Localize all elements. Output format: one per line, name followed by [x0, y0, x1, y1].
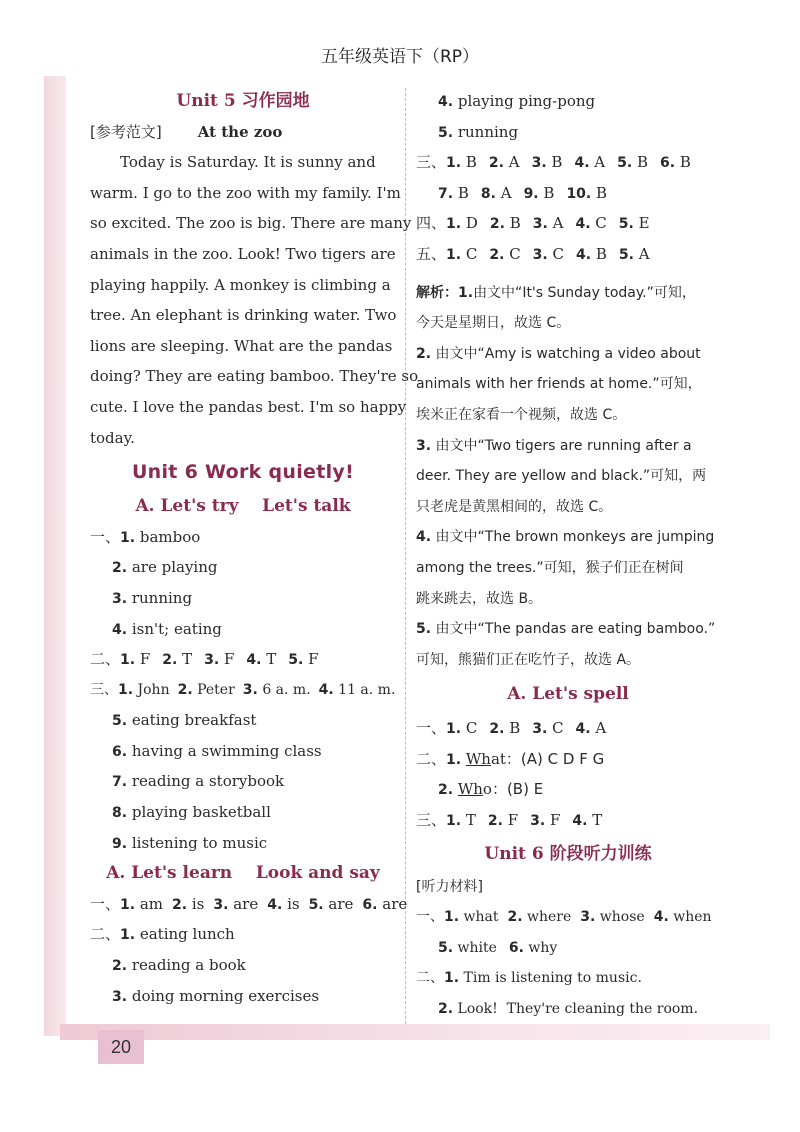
answer-text: B [543, 183, 555, 202]
answer-text: is [191, 894, 205, 913]
item-number: 7. [112, 774, 128, 791]
answer-text: A [638, 244, 650, 263]
section-try-talk-title: A. Let's try Let's talk [135, 496, 351, 517]
essay-line: tree. An elephant is drinking water. Two [90, 306, 397, 325]
unit6-title: Unit 6 Work quietly! [131, 461, 355, 484]
item-number: 5. [617, 155, 633, 172]
analysis-line [416, 339, 720, 370]
essay-line: today. [90, 428, 135, 447]
analysis-line: 埃米正在家看一个视频，故选 C。 [416, 406, 627, 423]
item-number: 3. [530, 813, 546, 830]
answer-row [416, 963, 720, 994]
section-number: 四、 [416, 214, 447, 233]
answer-text: running [131, 588, 193, 607]
answer-row [416, 902, 720, 933]
answer-text: 11 a. m. [338, 681, 396, 698]
item-number: 2. [507, 909, 523, 926]
item-number: 4. [267, 896, 283, 913]
item-number: 5. [288, 652, 304, 669]
item-number: 9. [523, 185, 539, 202]
answer-row [90, 675, 396, 706]
answer-row [416, 994, 720, 1025]
answer-text: A [508, 153, 520, 172]
item-number: 1. [120, 529, 136, 546]
answer-text: T [182, 650, 193, 669]
essay-line: warm. I go to the zoo with my family. I'm [90, 183, 401, 202]
analysis-line: 可知，熊猫们正在吃竹子，故选 A。 [416, 651, 641, 668]
answer-text: A [552, 214, 564, 233]
item-number: 2. [438, 1001, 454, 1018]
item-number: 1. [120, 927, 136, 944]
page-header-title: 五年级英语下（RP） [320, 47, 480, 67]
item-number: 3. [112, 590, 128, 607]
answer-text: C [465, 244, 478, 263]
listening-title: Unit 6 阶段听力训练 [484, 843, 652, 864]
answer-text: playing ping-pong [457, 92, 596, 110]
item-number: 2. [162, 652, 178, 669]
section-spell-title: A. Let's spell [507, 684, 629, 705]
item-number: 3. [242, 681, 258, 698]
item-number: 2. [177, 681, 193, 698]
item-number: 4. [653, 909, 669, 926]
answer-row [90, 644, 396, 675]
analysis-text: 由文中“Two tigers are running after a [435, 437, 692, 454]
item-number: 4. [576, 246, 592, 263]
answer-text: D [465, 214, 478, 233]
item-number: 4. [575, 721, 591, 738]
answer-text: are [328, 894, 354, 913]
answer-row [90, 889, 408, 920]
analysis-line [416, 431, 720, 462]
answer-row [416, 744, 720, 775]
item-number: 5. [618, 246, 634, 263]
essay-title: At the zoo [197, 122, 283, 141]
analysis-line: 今天是星期日，故选 C。 [416, 315, 571, 332]
answer-row [90, 981, 396, 1012]
item-number: 3. [532, 721, 548, 738]
item-number: 2. [489, 246, 505, 263]
answer-text: C [595, 214, 607, 233]
essay-body [90, 147, 419, 453]
answer-text: A [594, 153, 606, 172]
item-number: 3. [532, 246, 548, 263]
item-number: 4. [572, 813, 588, 830]
section-number: 二、 [416, 970, 444, 987]
item-number: 2. [172, 896, 188, 913]
answer-row [416, 86, 720, 117]
answer-row [416, 774, 720, 805]
section-number: 二、 [416, 749, 447, 768]
item-number: 2. [438, 782, 454, 799]
item-number: 3. [580, 909, 596, 926]
item-number: 6. [508, 939, 524, 956]
item-number: 4. [318, 681, 334, 698]
item-number: 4. [112, 621, 128, 638]
item-number: 1. [446, 155, 462, 172]
word-rest: at [490, 749, 506, 768]
essay-line: doing? They are eating bamboo. They're so [90, 367, 419, 386]
answer-row [416, 147, 720, 178]
answer-text: doing morning exercises [131, 986, 320, 1005]
answer-text: F [549, 811, 561, 830]
answer-text: A [500, 183, 512, 202]
item-number: 6. [362, 896, 378, 913]
essay-line: animals in the zoo. Look! Two tigers are [90, 244, 396, 263]
answer-text: B [465, 153, 477, 172]
left-decor-tab [44, 76, 66, 1036]
answer-text: bamboo [139, 527, 201, 546]
answer-text: what [463, 909, 499, 926]
answer-text: T [592, 811, 603, 830]
section-number: 一、 [416, 719, 447, 738]
section-number: 一、 [416, 909, 444, 926]
analysis-label: 解析： [416, 284, 458, 301]
answer-text: 6 a. m. [262, 681, 311, 698]
answer-text: B [509, 719, 521, 738]
section-learn-title: A. Let's learn Look and say [106, 863, 380, 884]
answer-text: C [465, 719, 478, 738]
item-number: 5. [308, 896, 324, 913]
section-number: 一、 [90, 894, 121, 913]
item-number: 5. [416, 621, 432, 638]
item-number: 7. [438, 185, 454, 202]
item-number: 2. [112, 958, 128, 975]
analysis-line: deer. They are yellow and black.”可知，两 [416, 468, 707, 485]
item-number: 4. [438, 94, 454, 110]
item-number: 1. [120, 896, 136, 913]
answer-text: are [382, 894, 408, 913]
answer-row [416, 933, 720, 964]
item-number: 1. [120, 652, 136, 669]
essay-line: lions are sleeping. What are the pandas [90, 336, 393, 355]
answer-text: ：(B) E [491, 780, 544, 799]
item-number: 1. [446, 246, 462, 263]
item-number: 3. [204, 652, 220, 669]
page-number: 20 [98, 1030, 144, 1064]
answer-text: eating breakfast [131, 711, 257, 730]
answer-text: A [595, 719, 607, 738]
answer-text: C [552, 244, 564, 263]
item-number: 2. [112, 560, 128, 577]
item-number: 2. [489, 721, 505, 738]
section-number: 三、 [416, 811, 447, 830]
answer-text: whose [599, 909, 645, 926]
answer-row [90, 552, 396, 583]
answer-text: C [509, 244, 521, 263]
answer-text: isn't; eating [131, 619, 222, 638]
unit5-title-text: Unit 5 习作园地 [176, 91, 310, 111]
answer-text: why [528, 939, 558, 956]
item-number: 4. [246, 652, 262, 669]
item-number: 1. [118, 681, 134, 698]
item-number: 4. [416, 529, 432, 546]
item-number: 8. [112, 805, 128, 822]
answer-text: when [673, 909, 712, 926]
answer-text: B [509, 214, 521, 233]
answer-text: running [457, 122, 519, 141]
answer-text: E [638, 214, 650, 233]
listening-material-label: [听力材料] [416, 878, 483, 895]
section-number: 二、 [90, 925, 121, 944]
section-number: 五、 [416, 244, 447, 263]
item-number: 4. [575, 216, 591, 233]
item-number: 1. [446, 813, 462, 830]
answer-text: is [287, 894, 300, 913]
item-number: 4. [574, 155, 590, 172]
essay-header [90, 117, 396, 148]
word-rest: o [482, 780, 492, 799]
essay-line: so excited. The zoo is big. There are many [90, 214, 412, 233]
answer-text: B [457, 183, 469, 202]
analysis-line [416, 614, 720, 645]
answer-text: having a swimming class [131, 741, 322, 760]
answer-text: reading a storybook [131, 772, 285, 791]
answer-row [90, 797, 396, 828]
left-column [90, 86, 419, 1011]
answer-text: reading a book [131, 956, 246, 975]
answer-row [90, 828, 396, 859]
item-number: 5. [112, 713, 128, 730]
item-number: 2. [489, 216, 505, 233]
answer-row [416, 239, 720, 270]
item-number: 8. [480, 185, 496, 202]
underlined-letters: Wh [457, 780, 483, 799]
bottom-decor-band [60, 1024, 770, 1040]
answer-text: B [596, 183, 608, 202]
answer-text: F [223, 650, 235, 669]
item-number: 1. [446, 721, 462, 738]
item-number: 6. [660, 155, 676, 172]
answer-text: are playing [131, 558, 218, 577]
answer-text: B [595, 244, 607, 263]
analysis-text: 由文中“The pandas are eating bamboo.” [435, 621, 716, 638]
answer-row [416, 713, 720, 744]
answer-text: am [139, 894, 164, 913]
item-number: 3. [213, 896, 229, 913]
answer-text: are [233, 894, 259, 913]
answer-text: B [679, 153, 691, 172]
unit5-title [90, 86, 396, 117]
item-number: 2. [488, 155, 504, 172]
answer-row [90, 736, 396, 767]
answer-row [90, 614, 396, 645]
section-number: 三、 [416, 153, 447, 172]
right-column [416, 86, 720, 1025]
item-number: 1. [444, 909, 460, 926]
answer-text: B [636, 153, 649, 172]
answer-text: Look! They're cleaning the room. [457, 1001, 699, 1018]
section-number: 一、 [90, 527, 121, 546]
answer-row [90, 583, 396, 614]
item-number: 1. [444, 970, 460, 987]
answer-text: playing basketball [131, 803, 271, 822]
answer-text: F [139, 650, 151, 669]
answer-text: Tim is listening to music. [463, 970, 642, 987]
answer-text: C [552, 719, 564, 738]
item-number: 6. [112, 743, 128, 760]
analysis-line: animals with her friends at home.”可知， [416, 376, 702, 393]
item-number: 1. [458, 284, 474, 301]
item-number: 9. [112, 835, 128, 852]
essay-line: cute. I love the pandas best. I'm so happy [90, 397, 407, 416]
analysis-line: among the trees.”可知，猴子们正在树间 [416, 559, 684, 576]
item-number: 2. [416, 345, 432, 362]
item-number: 5. [618, 216, 634, 233]
item-number: 3. [416, 437, 432, 454]
answer-row [90, 766, 396, 797]
answer-row [416, 805, 720, 836]
answer-text: T [465, 811, 476, 830]
analysis-text: 由文中“It's Sunday today.”可知， [473, 284, 696, 301]
essay-line: Today is Saturday. It is sunny and [120, 153, 376, 172]
item-number: 5. [438, 124, 454, 141]
item-number: 5. [438, 939, 454, 956]
item-number: 2. [487, 813, 503, 830]
essay-line: playing happily. A monkey is climbing a [90, 275, 391, 294]
answer-text: F [507, 811, 519, 830]
answer-text: listening to music [131, 833, 268, 852]
answer-text: eating lunch [139, 925, 235, 944]
answer-text: John [137, 681, 170, 698]
answer-row [416, 117, 720, 148]
item-number: 3. [112, 988, 128, 1005]
answer-row [416, 208, 720, 239]
analysis-text: 由文中“The brown monkeys are jumping [435, 529, 715, 546]
item-number: 10. [566, 185, 592, 202]
answer-row [416, 178, 720, 209]
item-number: 3. [532, 216, 548, 233]
answer-text: T [266, 650, 277, 669]
item-number: 1. [446, 216, 462, 233]
reference-label: [参考范文] [90, 122, 162, 141]
analysis-text: 由文中“Amy is watching a video about [435, 345, 701, 362]
analysis-line [416, 522, 720, 553]
answer-text: where [527, 909, 572, 926]
analysis-line [416, 278, 720, 309]
answer-text: ：(A) C D F G [505, 749, 605, 768]
section-number: 二、 [90, 650, 121, 669]
item-number: 3. [531, 155, 547, 172]
answer-row [90, 950, 396, 981]
analysis-line: 跳来跳去，故选 B。 [416, 590, 543, 607]
answer-text: white [457, 939, 497, 956]
section-number: 三、 [90, 681, 118, 698]
answer-row [90, 705, 396, 736]
answer-row [90, 522, 396, 553]
analysis-line: 只老虎是黄黑相间的，故选 C。 [416, 498, 613, 515]
underlined-letters: Wh [465, 749, 491, 768]
item-number: 1. [446, 751, 462, 768]
answer-text: Peter [197, 681, 235, 698]
answer-text: B [551, 153, 563, 172]
answer-text: F [308, 650, 319, 669]
answer-row [90, 919, 396, 950]
